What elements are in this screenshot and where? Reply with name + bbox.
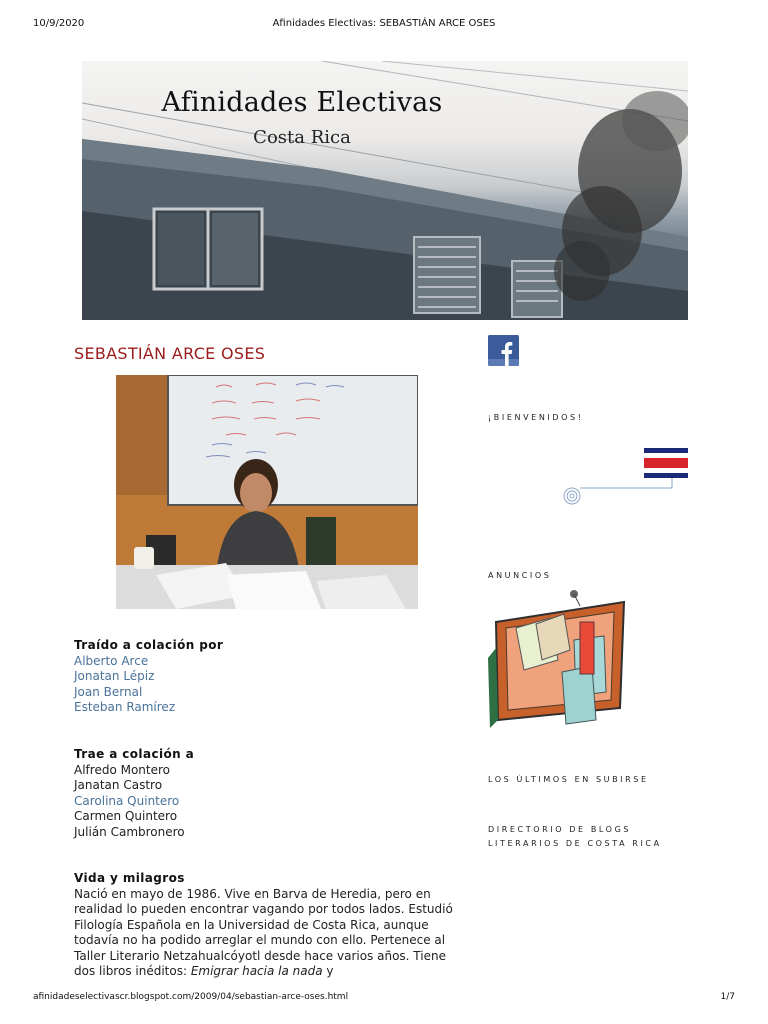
blog-title[interactable]: Afinidades Electivas: [161, 87, 443, 118]
print-url: afinidadeselectivascr.blogspot.com/2009/04/sebastian-arce-oses.html: [33, 992, 349, 1002]
bio-heading: Vida y milagros: [74, 871, 185, 885]
bio-text: [74, 887, 454, 980]
traido-heading: Traído a colación por: [74, 638, 224, 652]
traido-link[interactable]: Esteban Ramírez: [74, 700, 176, 714]
book-title: Emigrar hacia la nada: [190, 964, 323, 978]
trae-link[interactable]: Carolina Quintero: [74, 793, 180, 808]
bulletin-board-image[interactable]: [488, 588, 630, 728]
directorio-link[interactable]: DIRECTORIO DE BLOGS LITERARIOS DE COSTA RICA: [488, 825, 662, 848]
ultimos-heading: LOS ÚLTIMOS EN SUBIRSE: [488, 775, 649, 784]
anuncios-heading: ANUNCIOS: [488, 571, 552, 580]
flagpole-spiral-icon: [560, 476, 690, 508]
blog-subtitle: Costa Rica: [253, 127, 351, 148]
facebook-icon[interactable]: [488, 335, 519, 366]
traido-link[interactable]: Jonatan Lépiz: [74, 669, 155, 683]
print-date: 10/9/2020: [33, 18, 85, 29]
post-title[interactable]: SEBASTIÁN ARCE OSES: [74, 344, 266, 363]
trae-section: [74, 747, 454, 840]
print-page-number: 1/7: [720, 992, 735, 1002]
traido-section: [74, 638, 454, 716]
trae-item: Alfredo Montero: [74, 762, 170, 777]
bio-text-before: Nació en mayo de 1986. Vive en Barva de Heredia, pero en realidad lo pueden encontrar vagando por todos lados. Estudió Filología Española en la Universidad de Costa Rica, aunque todavía no ha podido arreglar el mundo con ello. Pertenece al Taller Literario Netzahualcóyotl desde hace varios años. Tiene dos libros inéditos:: [74, 886, 453, 978]
bienvenidos-heading: ¡BIENVENIDOS!: [488, 413, 584, 422]
traido-link[interactable]: Alberto Arce: [74, 653, 149, 668]
print-document-title: Afinidades Electivas: SEBASTIÁN ARCE OSES: [272, 18, 496, 29]
trae-item: Janatan Castro: [74, 778, 163, 792]
print-footer: [33, 992, 735, 1006]
bio-text-after: y: [322, 964, 334, 978]
trae-item: Carmen Quintero: [74, 809, 178, 823]
costa-rica-flag-icon: [644, 448, 688, 478]
trae-item: Julián Cambronero: [74, 824, 185, 839]
bio-section: [74, 871, 454, 980]
traido-link[interactable]: Joan Bernal: [74, 684, 143, 699]
print-header: [33, 18, 735, 32]
trae-heading: Trae a colación a: [74, 747, 195, 761]
author-photo: [116, 375, 418, 609]
blog-banner[interactable]: [82, 61, 688, 320]
